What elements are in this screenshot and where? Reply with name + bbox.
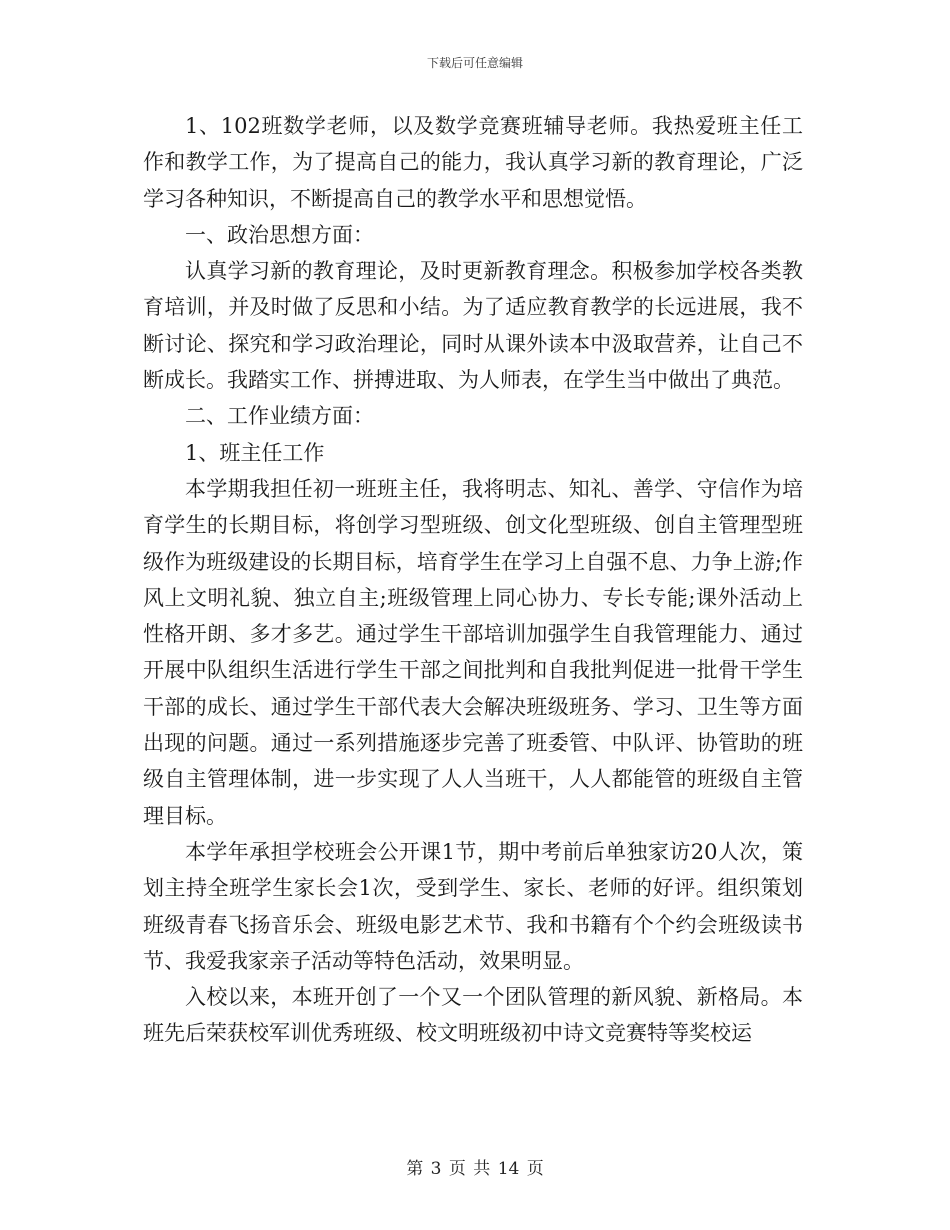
subheading-class-teacher-work: 1、班主任工作: [185, 440, 325, 465]
document-body: [143, 108, 803, 1052]
paragraph-class-teacher-work: 本学期我担任初一班班主任，我将明志、知礼、善学、守信作为培育学生的长期目标，将创学习型班级、创文化型班级、创自主管理型班级作为班级建设的长期目标，培育学生在学习上自强不息、力争上游;作风上文明礼貌、独立自主;班级管理上同心协力、专长专能;课外活动上性格开朗、多才多艺。通过学生干部培训加强学生自我管理能力、通过开展中队组织生活进行学生干部之间批判和自我批判促进一批骨干学生干部的成长、通过学生干部代表大会解决班级班务、学习、卫生等方面出现的问题。通过一系列措施逐步完善了班委管、中队评、协管助的班级自主管理体制，进一步实现了人人当班干，人人都能管的班级自主管理目标。: [143, 476, 803, 828]
paragraph-political-thought: 认真学习新的教育理论，及时更新教育理念。积极参加学校各类教育培训，并及时做了反思和小结。为了适应教育教学的长远进展，我不断讨论、探究和学习政治理论，同时从课外读本中汲取营养，让自己不断成长。我踏实工作、拼搏进取、为人师表，在学生当中做出了典范。: [143, 259, 803, 393]
paragraph-open-class-and-activities: 本学年承担学校班会公开课1节，期中考前后单独家访20人次，策划主持全班学生家长会1次，受到学生、家长、老师的好评。组织策划班级青春飞扬音乐会、班级电影艺术节、我和书籍有个个约会班级读书节、我爱我家亲子活动等特色活动，效果明显。: [143, 839, 803, 973]
heading-work-achievements: 二、工作业绩方面：: [185, 404, 374, 429]
heading-political-thought: 一、政治思想方面：: [185, 222, 374, 247]
paragraph-honors: 入校以来，本班开创了一个又一个团队管理的新风貌、新格局。本班先后荣获校军训优秀班级、校文明班级初中诗文竞赛特等奖校运: [143, 985, 803, 1046]
paragraph-intro: 1、102班数学老师，以及数学竞赛班辅导老师。我热爱班主任工作和教学工作，为了提高自己的能力，我认真学习新的教育理论，广泛学习各种知识，不断提高自己的教学水平和思想觉悟。: [143, 114, 803, 211]
page-header-note: 下载后可任意编辑: [426, 56, 523, 70]
page-number-footer: 第 3 页 共 14 页: [406, 1159, 544, 1179]
